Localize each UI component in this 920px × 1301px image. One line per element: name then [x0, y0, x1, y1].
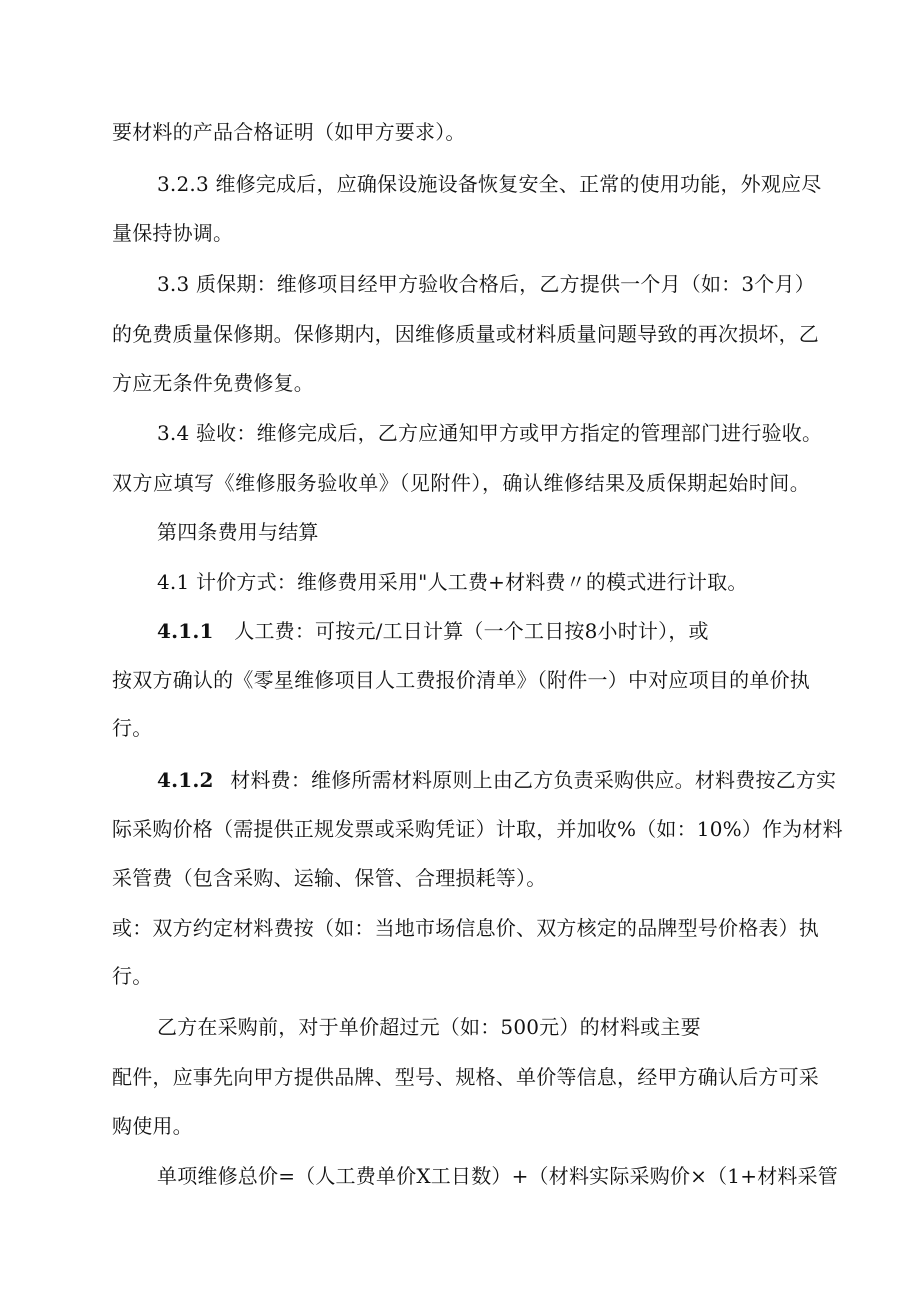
- paragraph-line: 或：双方约定材料费按（如：当地市场信息价、双方核定的品牌型号价格表）执: [112, 916, 819, 940]
- paragraph-line: 按双方确认的《零星维修项目人工费报价清单》（附件一）中对应项目的单价执: [112, 668, 810, 692]
- paragraph-line: 方应无条件免费修复。: [112, 371, 314, 395]
- clause-text: 材料费：维修所需材料原则上由乙方负责采购供应。材料费按乙方实: [230, 768, 837, 792]
- paragraph-line: 采管费（包含采购、运输、保管、合理损耗等）。: [112, 866, 547, 890]
- paragraph-line: 4.1 计价方式：维修费用采用"人工费+材料费〃的模式进行计取。: [157, 570, 748, 594]
- paragraph-line: [157, 617, 709, 645]
- paragraph-line: 行。: [112, 716, 153, 740]
- clause-number: 4.1.2: [157, 768, 214, 792]
- paragraph-line: 行。: [112, 964, 153, 988]
- paragraph-line: 双方应填写《维修服务验收单》（见附件），确认维修结果及质保期起始时间。: [112, 471, 810, 495]
- paragraph-line: [157, 766, 836, 794]
- paragraph-line: 的免费质量保修期。保修期内，因维修质量或材料质量问题导致的再次损坏，乙: [112, 322, 819, 346]
- section-heading: 第四条费用与结算: [157, 520, 319, 544]
- paragraph-line: 配件，应事先向甲方提供品牌、型号、规格、单价等信息，经甲方确认后方可采: [112, 1065, 819, 1089]
- clause-text: 人工费：可按元/工日计算（一个工日按8小时计），或: [234, 619, 709, 643]
- paragraph-line: 3.4 验收：维修完成后，乙方应通知甲方或甲方指定的管理部门进行验收。: [157, 421, 823, 445]
- paragraph-line: 单项维修总价=（人工费单价X工日数）+（材料实际采购价×（1+材料采管: [157, 1164, 838, 1188]
- paragraph-line: 际采购价格（需提供正规发票或采购凭证）计取，并加收%（如：10%）作为材料: [112, 817, 843, 841]
- paragraph-line: 购使用。: [112, 1114, 193, 1138]
- clause-number: 4.1.1: [157, 619, 214, 643]
- paragraph-line: 3.3 质保期：维修项目经甲方验收合格后，乙方提供一个月（如：3个月）: [157, 272, 815, 296]
- paragraph-line: 3.2.3 维修完成后，应确保设施设备恢复安全、正常的使用功能，外观应尽: [157, 172, 822, 196]
- paragraph-line: 量保持协调。: [112, 221, 234, 245]
- paragraph-line: 要材料的产品合格证明（如甲方要求）。: [112, 120, 466, 144]
- paragraph-line: 乙方在采购前，对于单价超过元（如：500元）的材料或主要: [157, 1015, 701, 1039]
